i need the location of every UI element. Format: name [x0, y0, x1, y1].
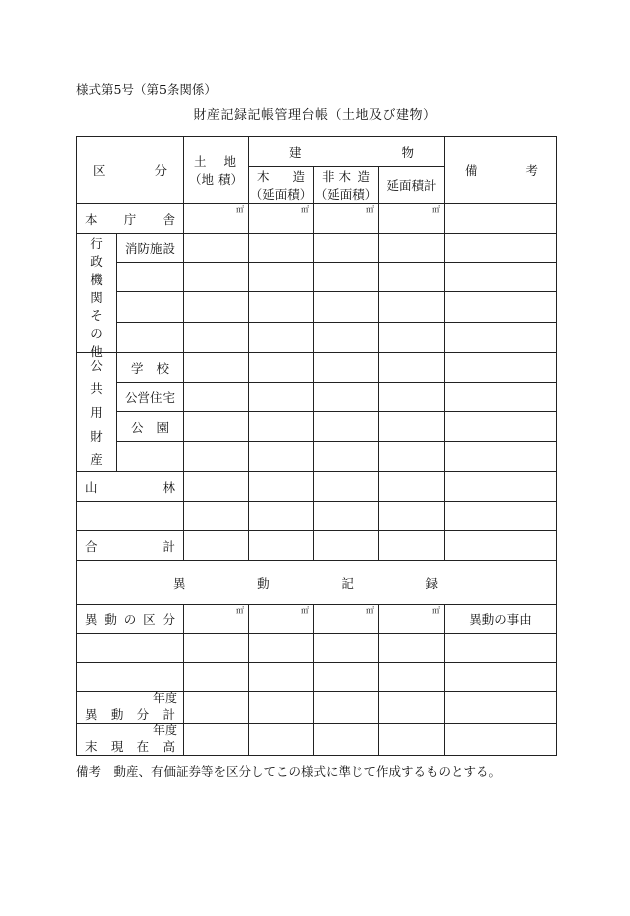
- cell: [379, 502, 445, 531]
- cell: [314, 502, 379, 531]
- row-label-gokei: 合 計: [77, 531, 184, 561]
- cell: [379, 263, 445, 292]
- cell: [379, 724, 445, 756]
- cell: [249, 353, 314, 383]
- cell: [184, 663, 249, 692]
- cell: [117, 441, 184, 471]
- cell: [117, 292, 184, 322]
- cell: [314, 383, 379, 412]
- cell: [314, 634, 379, 663]
- cell: [445, 441, 557, 471]
- cell: [249, 383, 314, 412]
- header-floor-total: 延面積計: [379, 167, 445, 204]
- cell: [445, 472, 557, 502]
- unit-sqm: ㎡: [236, 205, 244, 214]
- cell: [445, 692, 557, 724]
- cell: [445, 353, 557, 383]
- cell: [379, 292, 445, 322]
- header-reason: 異動の事由: [445, 605, 557, 634]
- header-remarks: 備 考: [445, 137, 557, 204]
- cell: [379, 383, 445, 412]
- cell: [379, 441, 445, 471]
- cell: [314, 663, 379, 692]
- footer-note: 備考 動産、有価証券等を区分してこの様式に準じて作成するものとする。: [76, 764, 502, 779]
- cell: [184, 263, 249, 292]
- form-number: 様式第5号（第5条関係）: [76, 82, 217, 97]
- group-label-kokyo: 公 共 用 財 産: [77, 353, 117, 472]
- cell: [184, 383, 249, 412]
- cell: [379, 472, 445, 502]
- cell: [445, 531, 557, 561]
- cell: [445, 412, 557, 441]
- row-label-genzaidaka: 年度 末 現 在 高: [77, 724, 184, 756]
- row-label-ido-kubun: 異 動 の 区 分: [77, 605, 184, 634]
- cell: [249, 605, 314, 634]
- cell: [445, 234, 557, 263]
- ledger-table: [76, 136, 557, 756]
- cell: [249, 692, 314, 724]
- cell: [249, 441, 314, 471]
- row-label-shobo: 消防施設: [117, 234, 184, 263]
- cell: [249, 472, 314, 502]
- cell: [184, 724, 249, 756]
- unit-sqm: ㎡: [366, 205, 374, 214]
- unit-sqm: ㎡: [366, 606, 374, 615]
- row-label-eiju: 公営住宅: [117, 383, 184, 412]
- cell: [249, 663, 314, 692]
- cell: [249, 412, 314, 441]
- cell: [249, 204, 314, 234]
- cell: [314, 234, 379, 263]
- cell: [77, 502, 184, 531]
- cell: [117, 322, 184, 352]
- header-kubun: 区 分: [77, 137, 184, 204]
- cell: [445, 502, 557, 531]
- cell: [184, 472, 249, 502]
- cell: [184, 204, 249, 234]
- cell: [445, 634, 557, 663]
- cell: [445, 292, 557, 322]
- cell: [445, 204, 557, 234]
- cell: [249, 634, 314, 663]
- cell: [249, 531, 314, 561]
- cell: [445, 724, 557, 756]
- cell: [184, 322, 249, 352]
- cell: [184, 412, 249, 441]
- ledger-title: 財産記録記帳管理台帳（土地及び建物）: [193, 108, 437, 123]
- cell: [379, 322, 445, 352]
- cell: [314, 605, 379, 634]
- cell: [77, 663, 184, 692]
- unit-sqm: ㎡: [236, 606, 244, 615]
- cell: [184, 441, 249, 471]
- section-title-record: 異 動 記 録: [77, 561, 557, 605]
- cell: [379, 531, 445, 561]
- cell: [314, 724, 379, 756]
- cell: [314, 263, 379, 292]
- cell: [314, 692, 379, 724]
- cell: [77, 634, 184, 663]
- cell: [184, 634, 249, 663]
- row-label-chosha: 本 庁 舎: [77, 204, 184, 234]
- cell: [314, 531, 379, 561]
- header-land: 土 地 （地 積）: [184, 137, 249, 204]
- cell: [184, 531, 249, 561]
- cell: [445, 383, 557, 412]
- cell: [445, 663, 557, 692]
- cell: [379, 353, 445, 383]
- row-label-bunkei: 年度 異 動 分 計: [77, 692, 184, 724]
- cell: [314, 204, 379, 234]
- cell: [379, 204, 445, 234]
- cell: [249, 724, 314, 756]
- cell: [445, 263, 557, 292]
- cell: [249, 234, 314, 263]
- cell: [379, 692, 445, 724]
- cell: [184, 502, 249, 531]
- cell: [184, 234, 249, 263]
- cell: [314, 353, 379, 383]
- cell: [117, 263, 184, 292]
- cell: [184, 292, 249, 322]
- cell: [249, 263, 314, 292]
- row-label-sanrin: 山 林: [77, 472, 184, 502]
- cell: [379, 605, 445, 634]
- cell: [184, 353, 249, 383]
- header-wood: 木 造 （延面積）: [249, 167, 314, 204]
- header-building: 建 物: [249, 137, 445, 167]
- group-label-gyosei: 行 政 機 関 そ の 他: [77, 234, 117, 353]
- cell: [249, 292, 314, 322]
- cell: [379, 234, 445, 263]
- cell: [314, 441, 379, 471]
- cell: [314, 292, 379, 322]
- header-nonwood: 非 木 造 （延面積）: [314, 167, 379, 204]
- cell: [249, 322, 314, 352]
- cell: [314, 322, 379, 352]
- row-label-gakko: 学 校: [117, 353, 184, 383]
- unit-sqm: ㎡: [432, 606, 441, 615]
- cell: [445, 322, 557, 352]
- cell: [184, 605, 249, 634]
- cell: [379, 412, 445, 441]
- cell: [379, 634, 445, 663]
- cell: [314, 412, 379, 441]
- cell: [379, 663, 445, 692]
- cell: [249, 502, 314, 531]
- row-label-koen: 公 園: [117, 412, 184, 441]
- unit-sqm: ㎡: [301, 606, 309, 615]
- unit-sqm: ㎡: [301, 205, 309, 214]
- cell: [314, 472, 379, 502]
- unit-sqm: ㎡: [432, 205, 441, 214]
- cell: [184, 692, 249, 724]
